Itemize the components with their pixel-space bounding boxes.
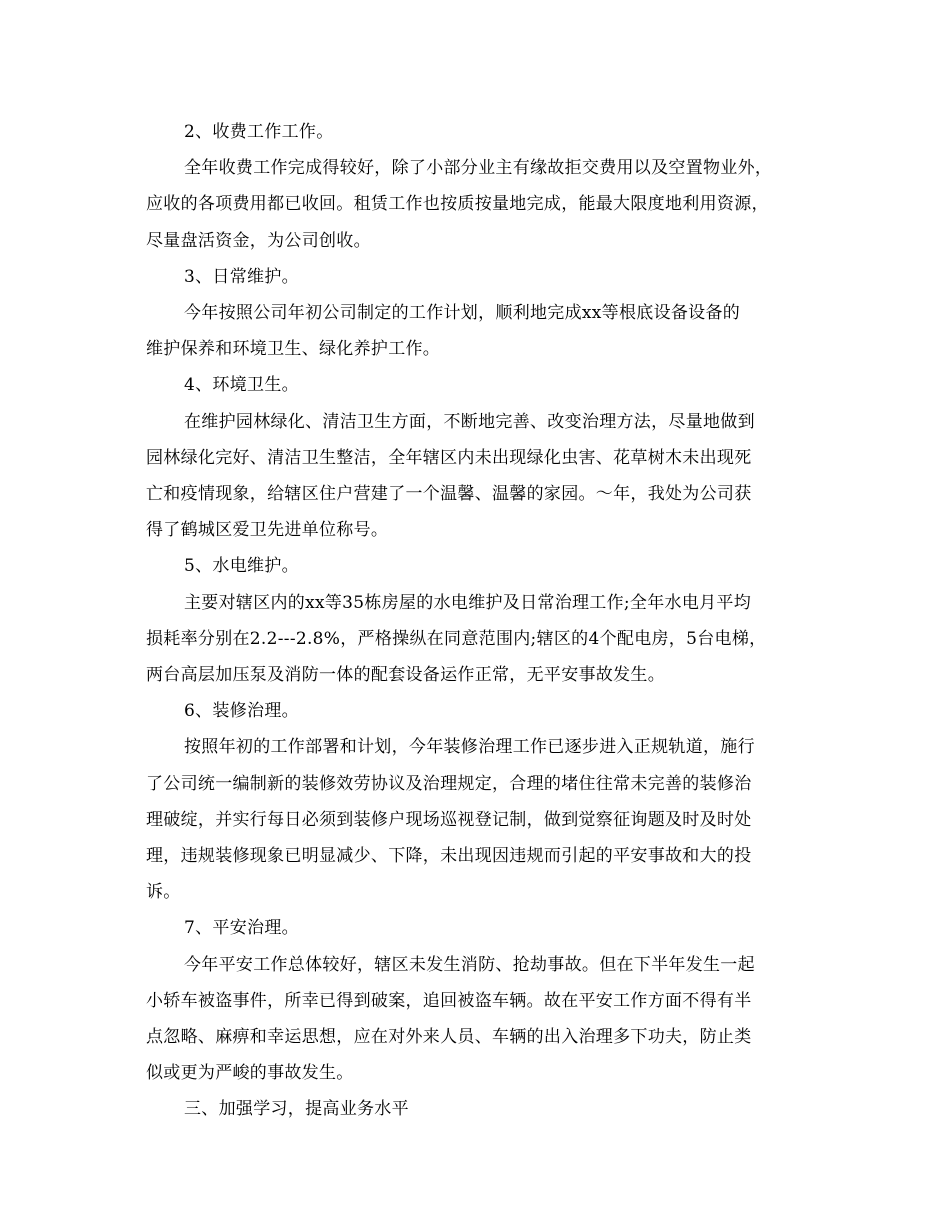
paragraph-line: 在维护园林绿化、清洁卫生方面，不断地完善、改变治理方法，尽量地做到 [184, 411, 755, 432]
paragraph-line: 诉。 [146, 882, 181, 903]
paragraph-line: 得了鹤城区爱卫先进单位称号。 [146, 520, 389, 541]
section-paragraph [146, 295, 806, 367]
paragraph-line: 小轿车被盗事件，所幸已得到破案，追回被盗车辆。故在平安工作方面不得有半 [146, 990, 752, 1011]
paragraph-line: 尽量盘活资金，为公司创收。 [146, 230, 371, 251]
paragraph-line: 了公司统一编制新的装修效劳协议及治理规定，合理的堵住往常未完善的装修治 [146, 773, 752, 794]
section-paragraph [146, 729, 806, 910]
section-heading: 4、环境卫生。 [184, 375, 299, 396]
section-paragraph [146, 150, 806, 259]
paragraph-line: 理，违规装修现象已明显减少、下降，未出现因违规而引起的平安事故和大的投 [146, 846, 752, 867]
section-paragraph [146, 404, 806, 549]
paragraph-line: 应收的各项费用都已收回。租赁工作也按质按量地完成，能最大限度地利用资源， [146, 194, 769, 215]
paragraph-line: 维护保养和环境卫生、绿化养护工作。 [146, 339, 441, 360]
section-heading: 3、日常维护。 [184, 266, 299, 287]
paragraph-line: 点忽略、麻痹和幸运思想，应在对外来人员、车辆的出入治理多下功夫，防止类 [146, 1027, 752, 1048]
section-heading: 6、装修治理。 [184, 701, 299, 722]
paragraph-line: 损耗率分别在2.2---2.8%，严格操纵在同意范围内;辖区的4个配电房，5台电梯， [146, 628, 767, 649]
paragraph-line: 今年平安工作总体较好，辖区未发生消防、抢劫事故。但在下半年发生一起 [184, 954, 755, 975]
paragraph-line: 似或更为严峻的事故发生。 [146, 1063, 354, 1084]
paragraph-line: 亡和疫情现象，给辖区住户营建了一个温馨、温馨的家园。～年，我处为公司获 [146, 484, 752, 505]
paragraph-line: 两台高层加压泵及消防一体的配套设备运作正常，无平安事故发生。 [146, 665, 665, 686]
paragraph-line: 今年按照公司年初公司制定的工作计划，顺利地完成xx等根底设备设备的 [184, 303, 741, 324]
section-paragraph [146, 947, 806, 1092]
paragraph-line: 全年收费工作完成得较好，除了小部分业主有缘故拒交费用以及空置物业外， [184, 158, 773, 179]
paragraph-line: 按照年初的工作部署和计划，今年装修治理工作已逐步进入正规轨道，施行 [184, 737, 755, 758]
document-body [146, 114, 806, 1128]
section-paragraph [146, 585, 806, 694]
section-heading: 2、收费工作工作。 [184, 122, 334, 142]
paragraph-line: 主要对辖区内的xx等35栋房屋的水电维护及日常治理工作;全年水电月平均 [184, 592, 752, 613]
section-heading: 7、平安治理。 [184, 918, 299, 939]
paragraph-line: 理破绽，并实行每日必须到装修户现场巡视登记制，做到觉察征询题及时及时处 [146, 809, 752, 830]
paragraph-line: 园林绿化完好、清洁卫生整洁，全年辖区内未出现绿化虫害、花草树木未出现死 [146, 447, 752, 468]
chapter-heading: 三、加强学习，提高业务水平 [184, 1099, 409, 1120]
section-heading: 5、水电维护。 [184, 556, 299, 577]
